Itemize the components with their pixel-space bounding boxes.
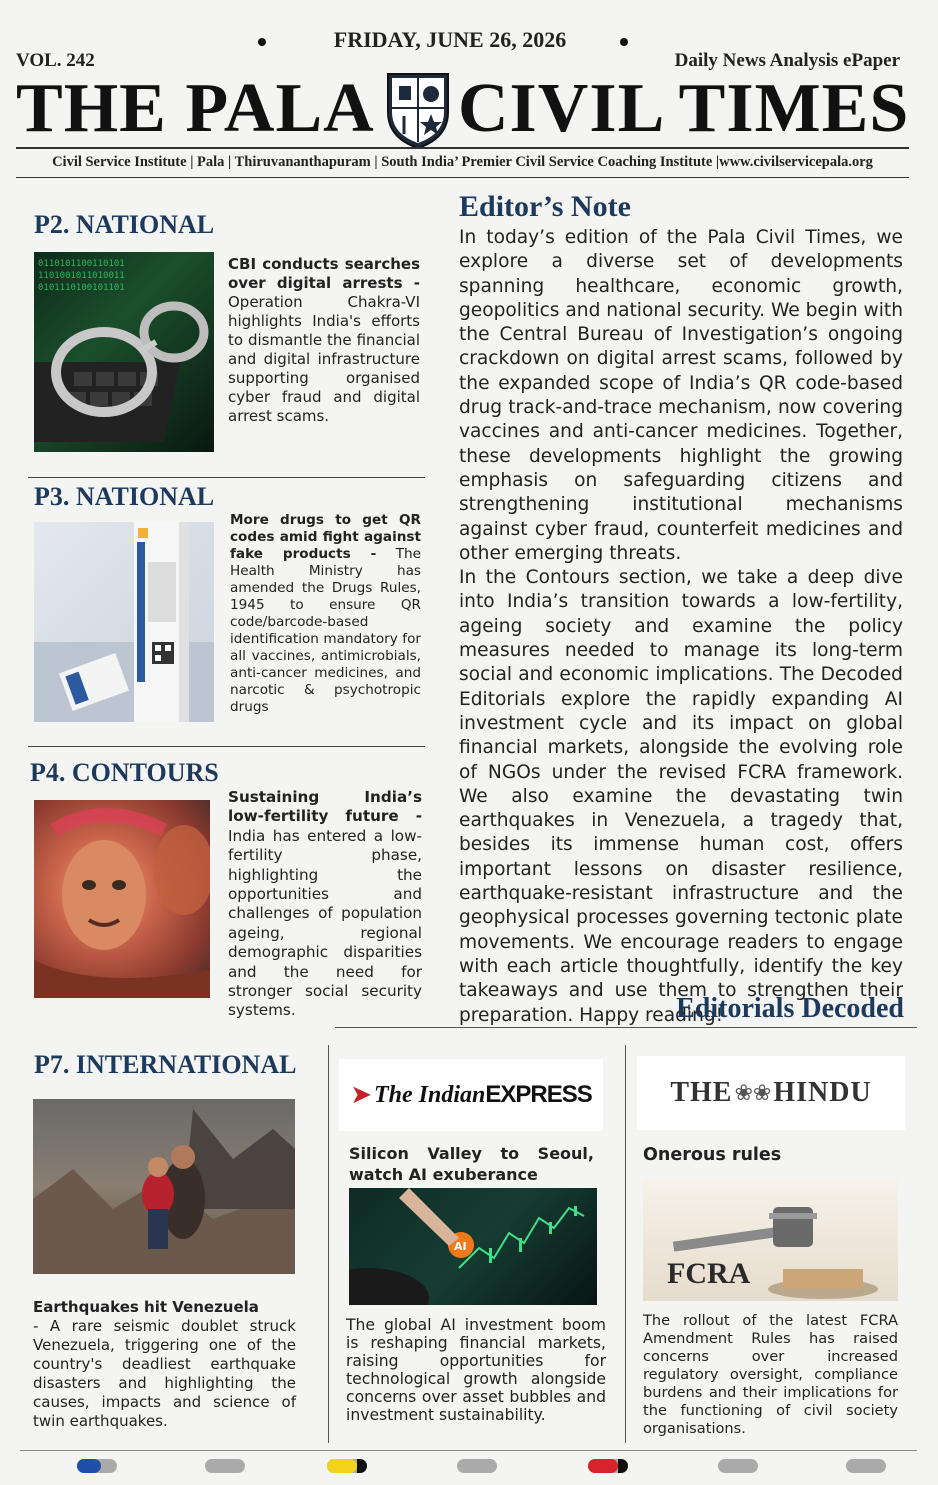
divider-p2 (28, 477, 425, 478)
earthquake-rescue-photo (33, 1099, 295, 1274)
section-label-p4: P4. CONTOURS (30, 758, 219, 787)
p4-blurb (228, 788, 422, 1021)
footer-dot-grey-3 (718, 1459, 758, 1473)
subline-rule (16, 177, 909, 178)
volume-number: VOL. 242 (16, 50, 95, 71)
footer-dot-yellow (327, 1459, 367, 1473)
editorials-decoded-title: Editorials Decoded (676, 993, 904, 1024)
the-hindu-logo (637, 1056, 905, 1130)
indian-express-logo (339, 1059, 603, 1131)
ai-market-chart-photo (349, 1188, 597, 1305)
svg-text:0101110100101101: 0101110100101101 (38, 283, 125, 293)
ai-chip-label: AI (454, 1240, 467, 1253)
masthead-rule (16, 147, 909, 149)
fcra-image-label: FCRA (667, 1257, 751, 1290)
fcra-gavel-photo (643, 1179, 898, 1301)
institute-subline: Civil Service Institute | Pala | Thiruvananthapuram | South India’ Premier Civil Service Coaching Institute |www.civilservicepala.org (52, 154, 873, 170)
hindu-logo-hindu: HINDU (773, 1077, 872, 1108)
hindu-logo-the: THE (670, 1077, 733, 1108)
ie-body: The global AI investment boom is reshaping financial markets, raising opportunities for technological growth alongside concerns over asset bubbles and investment sustainability. (346, 1316, 606, 1424)
tagline: Daily News Analysis ePaper (674, 50, 900, 71)
p7-headline: Earthquakes hit Venezuela (33, 1298, 259, 1316)
p2-headline: CBI conducts searches over digital arrests - (228, 255, 420, 292)
express-logo-the: The Indian (374, 1081, 486, 1108)
hindu-body: The rollout of the latest FCRA Amendment Rules has raised concerns over increased regulatory oversight, compliance burdens and their implications for the functioning of civil society organisations. (643, 1312, 898, 1437)
footer-rule (20, 1450, 917, 1451)
p4-body: India has entered a low-fertility phase, highlighting the opportunities and challenges of population ageing, regional demographic disparities and the need for stronger social security systems. (228, 826, 422, 1020)
footer-dot-grey-2 (457, 1459, 497, 1473)
p3-blurb (230, 512, 421, 716)
footer-dot-blue (77, 1459, 117, 1473)
p3-body: The Health Ministry has amended the Drugs Rules, 1945 to ensure QR code/barcode-based identification mandatory for all vaccines, antimicrobials, anti-cancer medicines, and narcotic & psychotropic drugs (230, 546, 421, 715)
editor-note-body (459, 226, 903, 1028)
column-divider-right (625, 1045, 626, 1443)
ie-headline: Silicon Valley to Seoul, watch AI exuberance (349, 1144, 594, 1184)
section-label-p7: P7. INTERNATIONAL (34, 1050, 297, 1079)
p2-blurb (228, 255, 420, 426)
p7-blurb (33, 1298, 296, 1431)
section-label-p3: P3. NATIONAL (34, 482, 215, 511)
express-logo-express: EXPRESS (485, 1081, 592, 1108)
editor-note-para-1: In today’s edition of the Pala Civil Times, we explore a diverse set of developments spanning healthcare, economic growth, geopolitics and national security. We begin with the Central Bureau of Investigation’s ongoing crackdown on digital arrest scams, followed by the expanded scope of India’s QR code-based drug track-and-trace mechanism, now covering vaccines and anti-cancer medicines. Together, these developments highlight the growing emphasis on safeguarding citizens and strengthening institutional mechanisms against cyber fraud, counterfeit medicines and other emerging threats. (459, 227, 903, 564)
issue-date: FRIDAY, JUNE 26, 2026 (333, 27, 567, 52)
section-label-p2: P2. NATIONAL (34, 210, 215, 239)
editor-note-para-2: In the Contours section, we take a deep dive into India’s transition towards a low-fertility, ageing society and examine the policy measures needed to manage its long-term social and economic implications. The Decoded Editorials explore the rapidly expanding AI investment cycle and its impact on global financial markets, alongside the evolving role of NGOs under the revised FCRA framework. We also examine the devastating twin earthquakes in Venezuela, a tragedy that, besides its immense human cost, offers important lessons on disaster resilience, earthquake-resistant infrastructure and the geophysical processes governing tectonic plate movements. We encourage readers to engage with each article thoughtfully, identify the key takeaways and use them to strengthen their preparation. Happy reading! (459, 567, 903, 1026)
masthead-title-left: THE PALA (16, 70, 375, 147)
p7-body: - A rare seismic doublet struck Venezuela, triggering one of the country's deadliest earthquake disasters and highlighting the causes, impacts and science of twin earthquakes. (33, 1317, 296, 1430)
divider-p3 (28, 746, 425, 747)
footer-dot-grey-4 (846, 1459, 886, 1473)
footer-dot-red (588, 1459, 628, 1473)
institute-crest-icon (384, 68, 452, 150)
masthead-dot-left (258, 38, 266, 46)
footer-dot-grey-1 (205, 1459, 245, 1473)
editor-note-title: Editor’s Note (459, 190, 631, 223)
svg-text:1101001011010011: 1101001011010011 (38, 271, 125, 281)
p2-body: Operation Chakra-VI highlights India's efforts to dismantle the financial and digital infrastructure supporting organised cyber fraud and digital arrest scams. (228, 293, 420, 425)
masthead-title-right: CIVIL TIMES (458, 70, 910, 147)
p4-headline: Sustaining India’s low-fertility future - (228, 788, 422, 826)
masthead-dot-right (620, 38, 628, 46)
p3-headline: More drugs to get QR codes amid fight against fake products - (230, 512, 421, 562)
hindu-emblem-icon: ❀❀ (734, 1080, 772, 1106)
column-divider-left (328, 1045, 329, 1443)
medicine-boxes-photo (34, 522, 214, 722)
handcuffs-keyboard-photo (34, 252, 214, 452)
elderly-woman-photo (34, 800, 210, 998)
hindu-headline: Onerous rules (643, 1145, 782, 1165)
editorials-rule (335, 1027, 917, 1028)
express-mark-icon: ➤ (350, 1080, 373, 1110)
svg-text:0110101100110101: 0110101100110101 (38, 259, 125, 269)
